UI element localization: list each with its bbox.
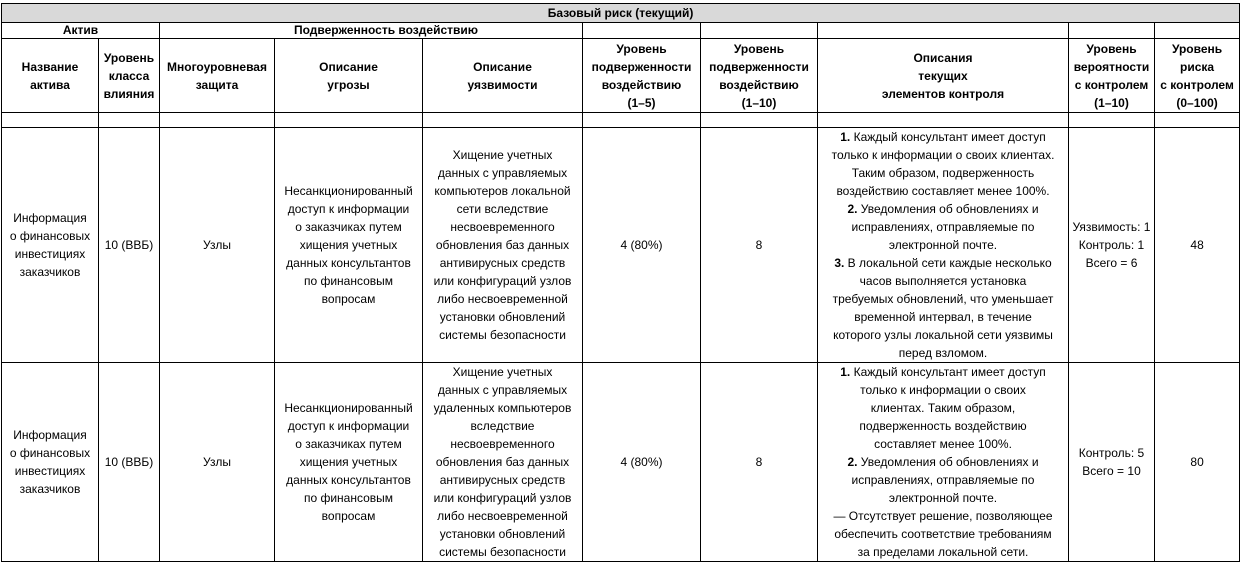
threat-cell-line: по финансовым bbox=[303, 274, 394, 288]
likelihood-cell bbox=[1069, 128, 1155, 363]
threat-cell-line: данных консультантов bbox=[286, 473, 411, 487]
table-row bbox=[2, 363, 1240, 562]
vulnerability-cell-line: несвоевременного bbox=[450, 220, 555, 234]
likelihood-cell-line: Всего = 6 bbox=[1085, 256, 1138, 270]
likelihood-cell-line: Уязвимость: 1 bbox=[1072, 220, 1151, 234]
vulnerability-cell-line: удаленных компьютеров bbox=[433, 401, 572, 415]
vulnerability-cell-line: антивирусных средств bbox=[439, 256, 566, 270]
impact-cell: 10 (ВВБ) bbox=[99, 363, 160, 562]
asset-name-cell-line: о финансовых bbox=[9, 446, 91, 460]
column-header bbox=[583, 39, 701, 113]
vulnerability-cell-line: системы безопасности bbox=[439, 328, 566, 342]
column-header-line: Название bbox=[21, 59, 79, 74]
column-header-line: (1–5) bbox=[627, 95, 656, 110]
exposure-10-cell: 8 bbox=[701, 128, 818, 363]
column-header-line: подверженности bbox=[709, 59, 809, 74]
vulnerability-cell-line: либо несвоевременной bbox=[437, 509, 568, 523]
controls-line bbox=[820, 489, 1066, 507]
column-header-line: класса bbox=[108, 68, 150, 83]
threat-cell-line: хищения учетных bbox=[299, 238, 398, 252]
impact-cell: 10 (ВВБ) bbox=[99, 128, 160, 363]
threat-cell-line: данных консультантов bbox=[286, 256, 411, 270]
column-header-line: Уровень bbox=[616, 41, 667, 56]
column-header-line: риска bbox=[1180, 59, 1215, 74]
controls-line bbox=[820, 290, 1066, 308]
column-header-line: Описание bbox=[319, 59, 378, 74]
likelihood-cell-line: Контроль: 1 bbox=[1078, 238, 1145, 252]
controls-line bbox=[820, 146, 1066, 164]
column-header-line: (0–100) bbox=[1176, 95, 1218, 110]
controls-line bbox=[820, 471, 1066, 489]
controls-line bbox=[820, 182, 1066, 200]
vulnerability-cell-line: Хищение учетных bbox=[452, 148, 553, 162]
risk-cell: 80 bbox=[1155, 363, 1240, 562]
vulnerability-cell-line: системы безопасности bbox=[439, 545, 566, 559]
vulnerability-cell-line: или конфигураций узлов bbox=[433, 491, 572, 505]
controls-line bbox=[820, 435, 1066, 453]
threat-cell-line: о заказчиках путем bbox=[295, 437, 402, 451]
controls-line bbox=[820, 525, 1066, 543]
control-text: воздействию составляет менее 100%. bbox=[836, 184, 1050, 198]
asset-name-cell-line: заказчиков bbox=[19, 482, 81, 496]
control-text: электронной почте. bbox=[888, 491, 998, 505]
controls-line bbox=[820, 218, 1066, 236]
threat-cell-line: доступ к информации bbox=[287, 202, 410, 216]
likelihood-cell bbox=[1069, 363, 1155, 562]
controls-line bbox=[820, 272, 1066, 290]
control-text: Таким образом, подверженность bbox=[851, 166, 1035, 180]
risk-cell: 48 bbox=[1155, 128, 1240, 363]
control-text: Уведомления об обновлениях и bbox=[857, 455, 1039, 469]
column-header-line: воздействию bbox=[601, 77, 682, 92]
vulnerability-cell-line: либо несвоевременной bbox=[437, 292, 568, 306]
vulnerability-cell-line: несвоевременного bbox=[450, 437, 555, 451]
column-header-line: уязвимости bbox=[467, 77, 538, 92]
column-header bbox=[1155, 39, 1240, 113]
column-header bbox=[99, 39, 160, 113]
group-exposure: Подверженность воздействию bbox=[160, 23, 583, 39]
control-text: электронной почте. bbox=[888, 238, 998, 252]
control-text: временной интервал, в течение bbox=[854, 310, 1032, 324]
column-header-line: (1–10) bbox=[1094, 95, 1129, 110]
control-text: — Отсутствует решение, позволяющее bbox=[833, 509, 1053, 523]
control-number: 2. bbox=[847, 202, 858, 216]
controls-line bbox=[820, 254, 1066, 272]
column-header bbox=[275, 39, 423, 113]
column-header-line: воздействию bbox=[719, 77, 799, 92]
column-header-line: Уровень bbox=[103, 50, 155, 65]
controls-line bbox=[820, 381, 1066, 399]
column-header-line: вероятности bbox=[1073, 59, 1150, 74]
control-text: составляет менее 100%. bbox=[874, 437, 1012, 451]
column-header-line: Уровень bbox=[1086, 41, 1137, 56]
likelihood-cell-line: Контроль: 5 bbox=[1078, 446, 1145, 460]
control-number: 1. bbox=[840, 130, 851, 144]
column-header-line: влияния bbox=[103, 86, 155, 101]
asset-name-cell bbox=[2, 363, 99, 562]
column-header-line: угрозы bbox=[327, 77, 370, 92]
control-text: обеспечить соответствие требованиям bbox=[834, 527, 1052, 541]
vulnerability-cell-line: данных с управляемых bbox=[437, 166, 568, 180]
column-header-line: текущих bbox=[918, 68, 968, 83]
threat-cell-line: доступ к информации bbox=[287, 419, 410, 433]
table-row bbox=[2, 128, 1240, 363]
column-header-line: Многоуровневая bbox=[167, 59, 267, 74]
vulnerability-cell-line: вследствие bbox=[470, 419, 535, 433]
vulnerability-cell-line: компьютеров локальной bbox=[434, 184, 571, 198]
control-number: 3. bbox=[834, 256, 845, 270]
group-asset: Актив bbox=[2, 23, 160, 39]
control-text: требуемых обновлений, что уменьшает bbox=[832, 292, 1054, 306]
vulnerability-cell-line: или конфигураций узлов bbox=[433, 274, 572, 288]
control-number: 1. bbox=[840, 365, 851, 379]
column-header-line: (1–10) bbox=[741, 95, 777, 110]
control-text: за пределами локальной сети. bbox=[857, 545, 1029, 559]
vulnerability-cell bbox=[423, 128, 583, 363]
control-text: клиентах. Таким образом, bbox=[870, 401, 1016, 415]
controls-line bbox=[820, 453, 1066, 471]
control-text: В локальной сети каждые несколько bbox=[844, 256, 1052, 270]
column-header-line: подверженности bbox=[591, 59, 692, 74]
column-header-line: Описания bbox=[913, 50, 973, 65]
control-text: Каждый консультант имеет доступ bbox=[850, 365, 1046, 379]
controls-line bbox=[820, 164, 1066, 182]
column-header-line: с контролем bbox=[1160, 77, 1234, 92]
group-spacer bbox=[701, 23, 818, 39]
controls-line bbox=[820, 417, 1066, 435]
threat-cell-line: вопросам bbox=[321, 509, 376, 523]
control-text: только к информации о своих bbox=[860, 383, 1026, 397]
defense-cell: Узлы bbox=[160, 363, 275, 562]
controls-line bbox=[820, 128, 1066, 146]
asset-name-cell-line: Информация bbox=[13, 211, 87, 225]
controls-line bbox=[820, 543, 1066, 561]
controls-line bbox=[820, 236, 1066, 254]
vulnerability-cell-line: установки обновлений bbox=[439, 310, 566, 324]
vulnerability-cell-line: обновления баз данных bbox=[435, 238, 570, 252]
threat-cell-line: по финансовым bbox=[303, 491, 394, 505]
controls-cell bbox=[818, 363, 1069, 562]
controls-line bbox=[820, 200, 1066, 218]
column-header bbox=[818, 39, 1069, 113]
group-spacer bbox=[1155, 23, 1240, 39]
risk-table bbox=[1, 3, 1240, 562]
group-spacer bbox=[818, 23, 1069, 39]
threat-cell-line: Несанкционированный bbox=[284, 401, 413, 415]
control-text: исправлениях, отправляемые по bbox=[851, 220, 1035, 234]
control-text: только к информации о своих клиентах. bbox=[831, 148, 1055, 162]
column-header bbox=[701, 39, 818, 113]
vulnerability-cell-line: обновления баз данных bbox=[435, 455, 570, 469]
group-spacer bbox=[583, 23, 701, 39]
threat-cell bbox=[275, 363, 423, 562]
controls-line bbox=[820, 308, 1066, 326]
threat-cell-line: хищения учетных bbox=[299, 455, 398, 469]
control-text: часов выполняется установка bbox=[859, 274, 1027, 288]
column-header bbox=[1069, 39, 1155, 113]
control-text: Уведомления об обновлениях и bbox=[857, 202, 1039, 216]
header-row bbox=[2, 39, 1240, 113]
table-banner: Базовый риск (текущий) bbox=[2, 4, 1240, 23]
controls-line bbox=[820, 326, 1066, 344]
column-header-line: элементов контроля bbox=[881, 86, 1005, 101]
column-header-line: Описание bbox=[473, 59, 532, 74]
controls-line bbox=[820, 363, 1066, 381]
control-text: подверженность воздействию bbox=[859, 419, 1027, 433]
control-text: перед взломом. bbox=[898, 346, 988, 360]
column-header bbox=[160, 39, 275, 113]
vulnerability-cell-line: сети вследствие bbox=[456, 202, 549, 216]
asset-name-cell-line: инвестициях bbox=[14, 464, 86, 478]
threat-cell-line: вопросам bbox=[321, 292, 376, 306]
asset-name-cell-line: инвестициях bbox=[14, 247, 86, 261]
column-header-line: актива bbox=[30, 77, 70, 92]
control-text: исправлениях, отправляемые по bbox=[851, 473, 1035, 487]
control-number: 2. bbox=[847, 455, 858, 469]
spacer-row bbox=[2, 113, 1240, 128]
likelihood-cell-line: Всего = 10 bbox=[1082, 464, 1141, 478]
threat-cell-line: Несанкционированный bbox=[284, 184, 413, 198]
column-header bbox=[2, 39, 99, 113]
column-header-line: Уровень bbox=[1171, 41, 1223, 56]
vulnerability-cell-line: Хищение учетных bbox=[452, 365, 553, 379]
column-header-line: с контролем bbox=[1074, 77, 1149, 92]
column-header bbox=[423, 39, 583, 113]
defense-cell: Узлы bbox=[160, 128, 275, 363]
group-spacer bbox=[1069, 23, 1155, 39]
exposure-5-cell: 4 (80%) bbox=[583, 128, 701, 363]
control-text: которого узлы локальной сети уязвимы bbox=[833, 328, 1053, 342]
controls-cell bbox=[818, 128, 1069, 363]
exposure-10-cell: 8 bbox=[701, 363, 818, 562]
vulnerability-cell-line: антивирусных средств bbox=[439, 473, 566, 487]
controls-line bbox=[820, 399, 1066, 417]
column-header-line: Уровень bbox=[733, 41, 785, 56]
asset-name-cell-line: Информация bbox=[13, 428, 87, 442]
threat-cell bbox=[275, 128, 423, 363]
vulnerability-cell-line: установки обновлений bbox=[439, 527, 566, 541]
controls-line bbox=[820, 344, 1066, 362]
asset-name-cell-line: заказчиков bbox=[19, 265, 81, 279]
asset-name-cell-line: о финансовых bbox=[9, 229, 91, 243]
threat-cell-line: о заказчиках путем bbox=[295, 220, 402, 234]
controls-line bbox=[820, 507, 1066, 525]
control-text: Каждый консультант имеет доступ bbox=[850, 130, 1046, 144]
vulnerability-cell bbox=[423, 363, 583, 562]
column-header-line: защита bbox=[195, 77, 239, 92]
vulnerability-cell-line: данных с управляемых bbox=[437, 383, 568, 397]
asset-name-cell bbox=[2, 128, 99, 363]
exposure-5-cell: 4 (80%) bbox=[583, 363, 701, 562]
